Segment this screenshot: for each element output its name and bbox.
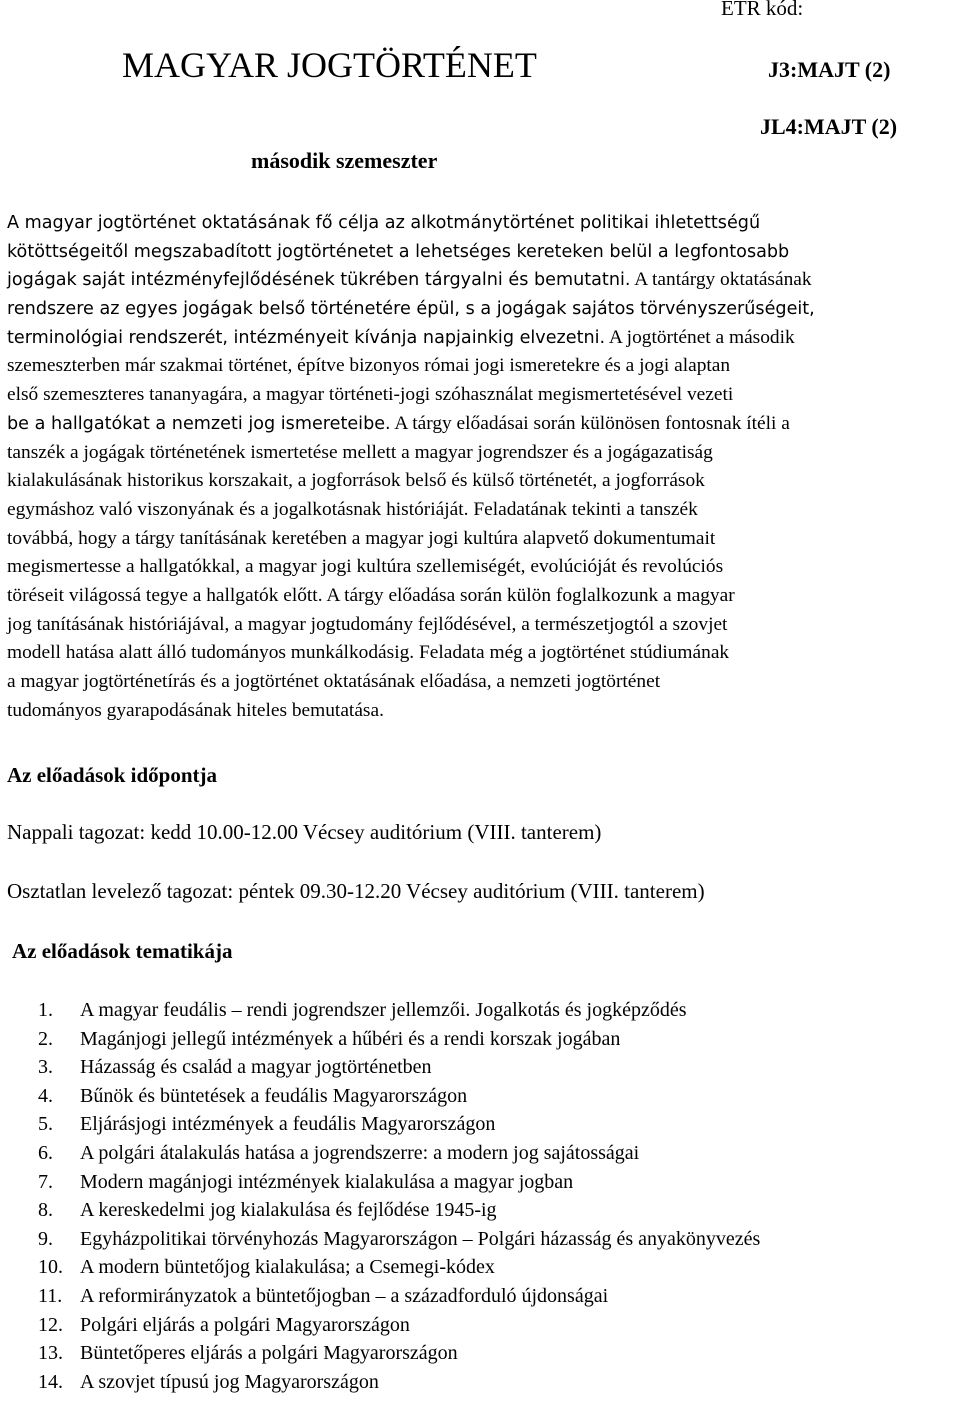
intro-line: jog tanításának históriájával, a magyar jogtudomány fejlődésével, a természetjogtól a szovjet — [7, 613, 728, 635]
topic-item — [38, 996, 760, 1025]
topic-number: 14. — [38, 1370, 63, 1393]
semester-subtitle: második szemeszter — [251, 148, 438, 173]
topic-item — [38, 1082, 760, 1111]
topic-text: A modern büntetőjog kialakulása; a Csemegi-kódex — [80, 1256, 495, 1279]
daytime-schedule: Nappali tagozat: kedd 10.00-12.00 Vécsey auditórium (VIII. tanterem) — [7, 820, 602, 844]
topic-number: 11. — [38, 1284, 63, 1307]
topic-item — [38, 1168, 760, 1197]
topic-text: Modern magánjogi intézmények kialakulása a magyar jogban — [80, 1170, 574, 1193]
intro-line: első szemeszteres tananyagára, a magyar történeti-jogi szóhasználat megismertetésével vezeti — [7, 384, 734, 406]
intro-line: egymáshoz való viszonyának és a jogalkotásnak históriáját. Feladatának tekinti a tanszék — [7, 498, 698, 520]
intro-line-tail: A tárgy előadásai során különösen fontosnak ítéli a — [390, 412, 790, 434]
intro-line-tail: A tantárgy oktatásának — [630, 269, 812, 291]
topic-text: A polgári átalakulás hatása a jogrendszerre: a modern jog sajátosságai — [80, 1141, 640, 1164]
topic-text: Bűnök és büntetések a feudális Magyarországon — [80, 1084, 468, 1107]
correspondence-schedule: Osztatlan levelező tagozat: péntek 09.30-12.20 Vécsey auditórium (VIII. tanterem) — [7, 879, 705, 903]
intro-line — [7, 410, 957, 439]
intro-line: továbbá, hogy a tárgy tanításának keretében a magyar jogi kultúra alapvető dokumentumait — [7, 527, 716, 549]
topic-text: Egyházpolitikai törvényhozás Magyarországon – Polgári házasság és anyakönyvezés — [80, 1227, 761, 1250]
topic-number: 1. — [38, 999, 53, 1021]
topic-text: Magánjogi jellegű intézmények a hűbéri és a rendi korszak jogában — [80, 1027, 621, 1050]
intro-line: rendszere az egyes jogágak belső történetére épül, s a jogágak sajátos törvényszerűségeit, — [7, 299, 815, 320]
intro-paragraph — [7, 209, 957, 725]
intro-line: kialakulásának historikus korszakait, a jogforrások belső és külső történetét, a jogforrások — [7, 470, 705, 492]
topic-item — [38, 1253, 760, 1282]
topic-number: 9. — [38, 1227, 53, 1250]
intro-line: szemeszterben már szakmai történet, építve bizonyos római jogi ismeretekre és a jogi alaptan — [7, 355, 731, 377]
topic-list — [38, 996, 760, 1396]
topic-item — [38, 1339, 760, 1368]
intro-line: A magyar jogtörténet oktatásának fő célja az alkotmánytörténet politikai ihletettségű — [7, 213, 761, 233]
topic-text: A kereskedelmi jog kialakulása és fejlődése 1945-ig — [80, 1199, 497, 1222]
topic-item — [38, 1225, 760, 1254]
intro-line-start: be a hallgatókat a nemzeti jog ismereteibe. — [7, 413, 391, 434]
topic-number: 13. — [38, 1342, 63, 1365]
intro-line-start: terminológiai rendszerét, intézményeit kívánja napjainkig elvezetni. — [7, 327, 606, 348]
topic-text: Büntetőperes eljárás a polgári Magyarországon — [80, 1342, 458, 1365]
topic-text: A reformirányzatok a büntetőjogban – a századforduló újdonságai — [80, 1284, 609, 1307]
intro-line: tanszék a jogágak történetének ismertetése mellett a magyar jogrendszer és a jogágazatiság — [7, 441, 713, 463]
topic-item — [38, 1311, 760, 1340]
intro-line: tudományos gyarapodásának hiteles bemutatása. — [7, 699, 384, 721]
topic-item — [38, 1282, 760, 1311]
topic-item — [38, 1025, 760, 1054]
intro-line: töréseit világossá tegye a hallgatók előtt. A tárgy előadása során külön foglalkozunk a magyar — [7, 584, 735, 606]
topics-heading: Az előadások tematikája — [12, 939, 233, 963]
topic-item — [38, 1053, 760, 1082]
topic-item — [38, 1139, 760, 1168]
page-title: MAGYAR JOGTÖRTÉNET — [122, 45, 537, 85]
topic-number: 8. — [38, 1199, 53, 1222]
topic-number: 12. — [38, 1313, 63, 1336]
intro-line: megismertesse a hallgatókkal, a magyar jogi kultúra szellemiségét, evolúcióját és revolúciós — [7, 556, 724, 578]
topic-number: 2. — [38, 1027, 53, 1050]
topic-number: 5. — [38, 1113, 53, 1136]
topic-number: 3. — [38, 1056, 53, 1079]
topic-text: Házasság és család a magyar jogtörténetben — [80, 1056, 432, 1079]
topic-item — [38, 1368, 760, 1397]
course-code-j3: J3:MAJT (2) — [768, 57, 891, 82]
topic-text: A magyar feudális – rendi jogrendszer jellemzői. Jogalkotás és jogképződés — [80, 999, 687, 1021]
topic-text: Polgári eljárás a polgári Magyarországon — [80, 1313, 410, 1336]
topic-text: Eljárásjogi intézmények a feudális Magyarországon — [80, 1113, 496, 1136]
topic-number: 4. — [38, 1084, 53, 1107]
etr-code-label: ETR kód: — [721, 0, 804, 20]
intro-line-start: jogágak saját intézményfejlődésének tükrében tárgyalni és bemutatni. — [7, 270, 631, 291]
topic-text: A szovjet típusú jog Magyarországon — [80, 1370, 379, 1393]
lecture-times-heading: Az előadások időpontja — [7, 763, 218, 787]
topic-number: 6. — [38, 1141, 53, 1164]
intro-line — [7, 324, 957, 353]
topic-item — [38, 1110, 760, 1139]
topic-number: 7. — [38, 1170, 53, 1193]
topic-number: 10. — [38, 1256, 63, 1279]
intro-line — [7, 266, 957, 295]
intro-line: a magyar jogtörténetírás és a jogtörténet oktatásának előadása, a nemzeti jogtörténet — [7, 671, 661, 692]
intro-line: modell hatása alatt álló tudományos munkálkodásig. Feladata még a jogtörténet stúdiumának — [7, 642, 730, 664]
intro-line-tail: A jogtörténet a második — [605, 326, 795, 348]
course-code-jl4: JL4:MAJT (2) — [760, 114, 898, 139]
intro-line: kötöttségeitől megszabadított jogtörténetet a lehetséges kereteken belül a legfontosabb — [7, 241, 790, 262]
topic-item — [38, 1196, 760, 1225]
